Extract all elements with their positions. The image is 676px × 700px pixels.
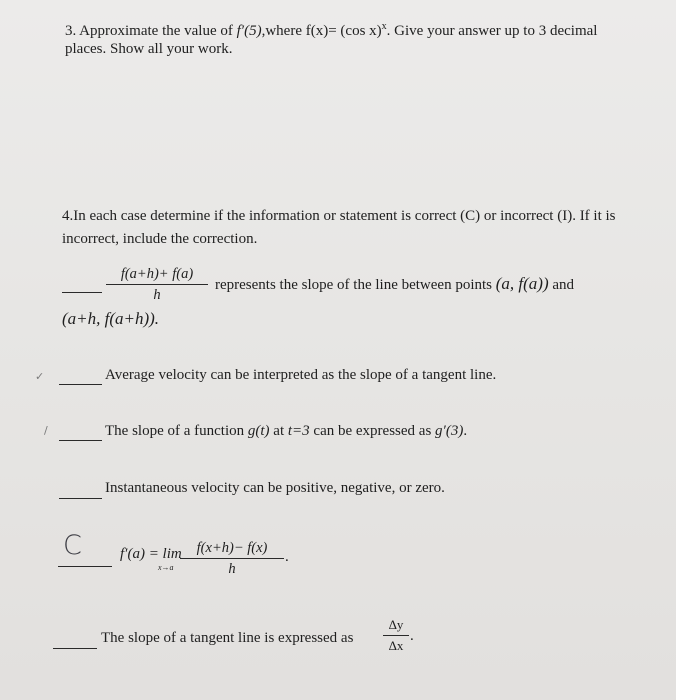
item-1-fraction-numerator: f(a+h)+ f(a) <box>120 266 194 282</box>
item-3-text-d: . <box>463 423 468 439</box>
q3-fprime-5: f′(5) <box>236 23 262 39</box>
item-6-fraction-denominator: Δx <box>388 638 404 653</box>
item-4-text: Instantaneous velocity can be positive, negative, or zero. <box>105 480 445 496</box>
item-3-t-equals: t=3 <box>287 423 310 439</box>
item-6-fraction-bar <box>383 635 409 636</box>
item-5-fraction-numerator: f(x+h)− f(x) <box>196 540 268 556</box>
item-1-fraction-denominator: h <box>153 287 161 303</box>
item-6-period: . <box>410 628 414 644</box>
handwritten-answer-c: C <box>63 530 82 561</box>
item-3-g-prime-3: g′(3) <box>435 423 464 439</box>
answer-blank-4[interactable] <box>59 498 102 499</box>
item-3-text-b: at <box>273 423 285 439</box>
item-2-text: Average velocity can be interpreted as the slope of a tangent line. <box>105 367 497 383</box>
item-6-fraction-numerator: Δy <box>388 617 404 632</box>
answer-blank-6[interactable] <box>53 648 97 649</box>
answer-blank-2[interactable] <box>59 384 102 385</box>
q3-text-c: . Give your answer up to 3 decimal <box>386 23 598 39</box>
item-5-fraction-denominator: h <box>228 561 236 577</box>
item-6-fraction <box>383 616 409 655</box>
q3-exponent: x <box>381 21 387 32</box>
answer-blank-5[interactable] <box>58 566 112 567</box>
question-3-line-2: places. Show all your work. <box>65 41 233 57</box>
item-1-point-2: (a+h, f(a+h)). <box>62 309 160 328</box>
answer-blank-3[interactable] <box>59 440 102 441</box>
item-1-fraction <box>106 265 208 304</box>
item-5-fraction-bar <box>180 558 284 559</box>
item-1-statement: represents the slope of the line between points <box>215 277 493 293</box>
item-1-text <box>215 273 574 296</box>
item-3-text-c: can be expressed as <box>313 423 432 439</box>
item-3-g-of-t: g(t) <box>247 423 270 439</box>
item-1-point-1: (a, f(a)) <box>495 274 549 293</box>
q3-text-b: ,where f(x)= (cos x) <box>261 23 382 39</box>
item-5-lhs: f′(a) = lim <box>120 546 182 562</box>
item-5-limit-subscript: x→a <box>158 563 174 572</box>
question-4-intro-line-1: 4.In each case determine if the information or statement is correct (C) or incorrect (I). If it is <box>62 208 616 224</box>
margin-slash-mark-icon: / <box>44 424 48 437</box>
margin-check-mark-icon: ✓ <box>35 370 45 383</box>
item-3-text <box>105 421 467 442</box>
answer-blank-1[interactable] <box>62 292 102 293</box>
item-6-text: The slope of a tangent line is expressed as <box>101 630 354 646</box>
item-3-text-a: The slope of a function <box>105 423 245 439</box>
item-5-fraction <box>180 539 284 578</box>
item-5-period: . <box>285 549 289 565</box>
item-1-fraction-bar <box>106 284 208 285</box>
q3-text-a: 3. Approximate the value of <box>65 23 237 39</box>
item-1-and: and <box>552 277 575 293</box>
question-4-intro-line-2: incorrect, include the correction. <box>62 231 258 247</box>
